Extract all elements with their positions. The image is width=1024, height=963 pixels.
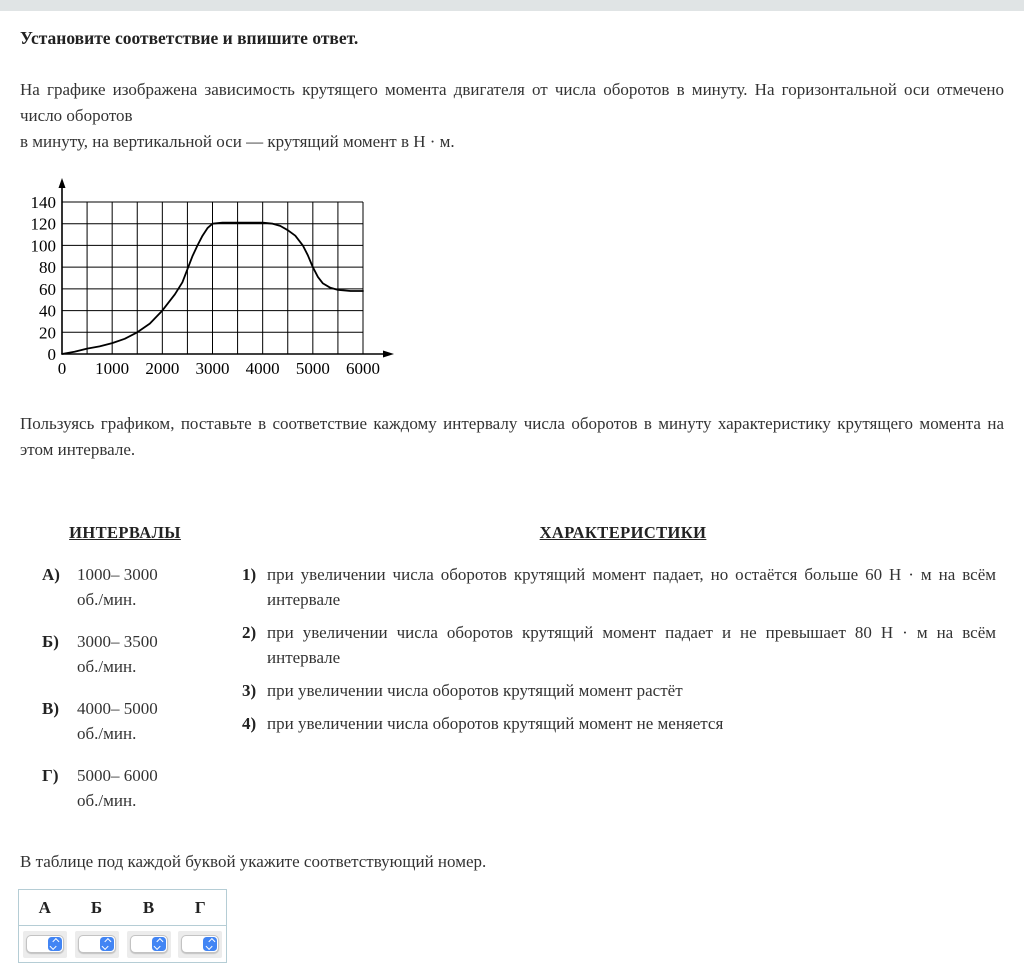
interval-label: А) [42,565,60,584]
svg-text:100: 100 [30,236,56,256]
page-title: Установите соответствие и впишите ответ. [20,28,359,48]
characteristic-text: при увеличении числа оборотов крутящий момент растёт [267,681,683,700]
chart-canvas [22,177,396,383]
svg-text:40: 40 [39,301,56,321]
svg-text:6000: 6000 [346,359,380,378]
select-stepper-icon[interactable] [100,937,114,951]
characteristic-item-4 [242,711,1004,736]
answer-select-v[interactable] [130,935,168,953]
instruction-paragraph: Пользуясь графиком, поставьте в соответствие каждому интервалу числа оборотов в минуту характеристику крутящего момента на этом интервале. [20,414,1004,459]
interval-item-b [20,629,242,679]
svg-text:5000: 5000 [295,359,330,378]
interval-label: Б) [42,632,59,651]
answer-cell-b [75,931,119,958]
svg-text:0: 0 [57,359,67,378]
svg-text:2000: 2000 [145,359,180,378]
intervals-header: ИНТЕРВАЛЫ [69,523,181,542]
interval-unit: об./мин. [77,791,137,810]
answer-note: В таблице под каждой буквой укажите соответствующий номер. [20,852,487,871]
characteristic-number: 4) [242,714,257,733]
answer-select-b[interactable] [78,935,116,953]
characteristic-number: 1) [242,565,257,584]
svg-text:0: 0 [47,345,56,364]
svg-text:20: 20 [39,323,56,343]
interval-text [77,629,242,679]
svg-text:1000: 1000 [95,359,130,378]
svg-text:140: 140 [30,193,56,212]
svg-text:60: 60 [39,279,56,299]
characteristic-number: 2) [242,623,257,642]
interval-range: 3000– 3500 [77,632,158,651]
interval-label: Г) [42,766,59,785]
characteristic-text: при увеличении числа оборотов крутящий момент падает и не превышает 80 Н · м на всём интервале [267,623,996,667]
interval-item-g [20,763,242,813]
characteristics-column [242,523,1004,830]
answer-cell-v [127,931,171,958]
select-stepper-icon[interactable] [48,937,62,951]
interval-item-a [20,562,242,612]
answer-select-a[interactable] [26,935,64,953]
torque-vs-rpm-chart [22,177,1004,383]
answer-table-select-row [19,926,227,963]
answer-table [18,889,227,963]
svg-text:3000: 3000 [195,359,230,378]
characteristic-item-2 [242,620,1004,670]
select-stepper-icon[interactable] [203,937,217,951]
interval-label: В) [42,699,59,718]
intro-paragraph-line1: На графике изображена зависимость крутящего момента двигателя от числа оборотов в минуту. На горизонтальной оси отмечено число оборотов [20,80,1004,125]
select-stepper-icon[interactable] [152,937,166,951]
answer-header-g: Г [175,890,227,926]
top-bar [0,0,1024,11]
interval-unit: об./мин. [77,657,137,676]
characteristic-item-1 [242,562,1004,612]
intro-paragraph-line2: в минуту, на вертикальной оси — крутящий момент в Н · м. [20,132,455,151]
characteristic-number: 3) [242,681,257,700]
answer-header-a: А [19,890,71,926]
interval-range: 4000– 5000 [77,699,158,718]
svg-text:120: 120 [30,214,56,234]
answer-cell-a [23,931,67,958]
interval-text [77,763,242,813]
matching-section [20,523,1004,830]
interval-range: 1000– 3000 [77,565,158,584]
characteristic-text: при увеличении числа оборотов крутящий момент не меняется [267,714,724,733]
intervals-column [20,523,242,830]
characteristic-item-3 [242,678,1004,703]
svg-text:4000: 4000 [245,359,280,378]
answer-header-b: Б [71,890,123,926]
interval-text [77,696,242,746]
answer-header-v: В [123,890,175,926]
question-page [0,11,1024,963]
interval-range: 5000– 6000 [77,766,158,785]
characteristics-header: ХАРАКТЕРИСТИКИ [539,523,707,542]
interval-item-v [20,696,242,746]
interval-text [77,562,242,612]
answer-cell-g [178,931,222,958]
answer-table-header-row [19,890,227,926]
svg-text:80: 80 [39,258,56,278]
interval-unit: об./мин. [77,724,137,743]
interval-unit: об./мин. [77,590,137,609]
answer-select-g[interactable] [181,935,219,953]
characteristic-text: при увеличении числа оборотов крутящий момент падает, но остаётся больше 60 Н · м на всём интервале [267,565,996,609]
